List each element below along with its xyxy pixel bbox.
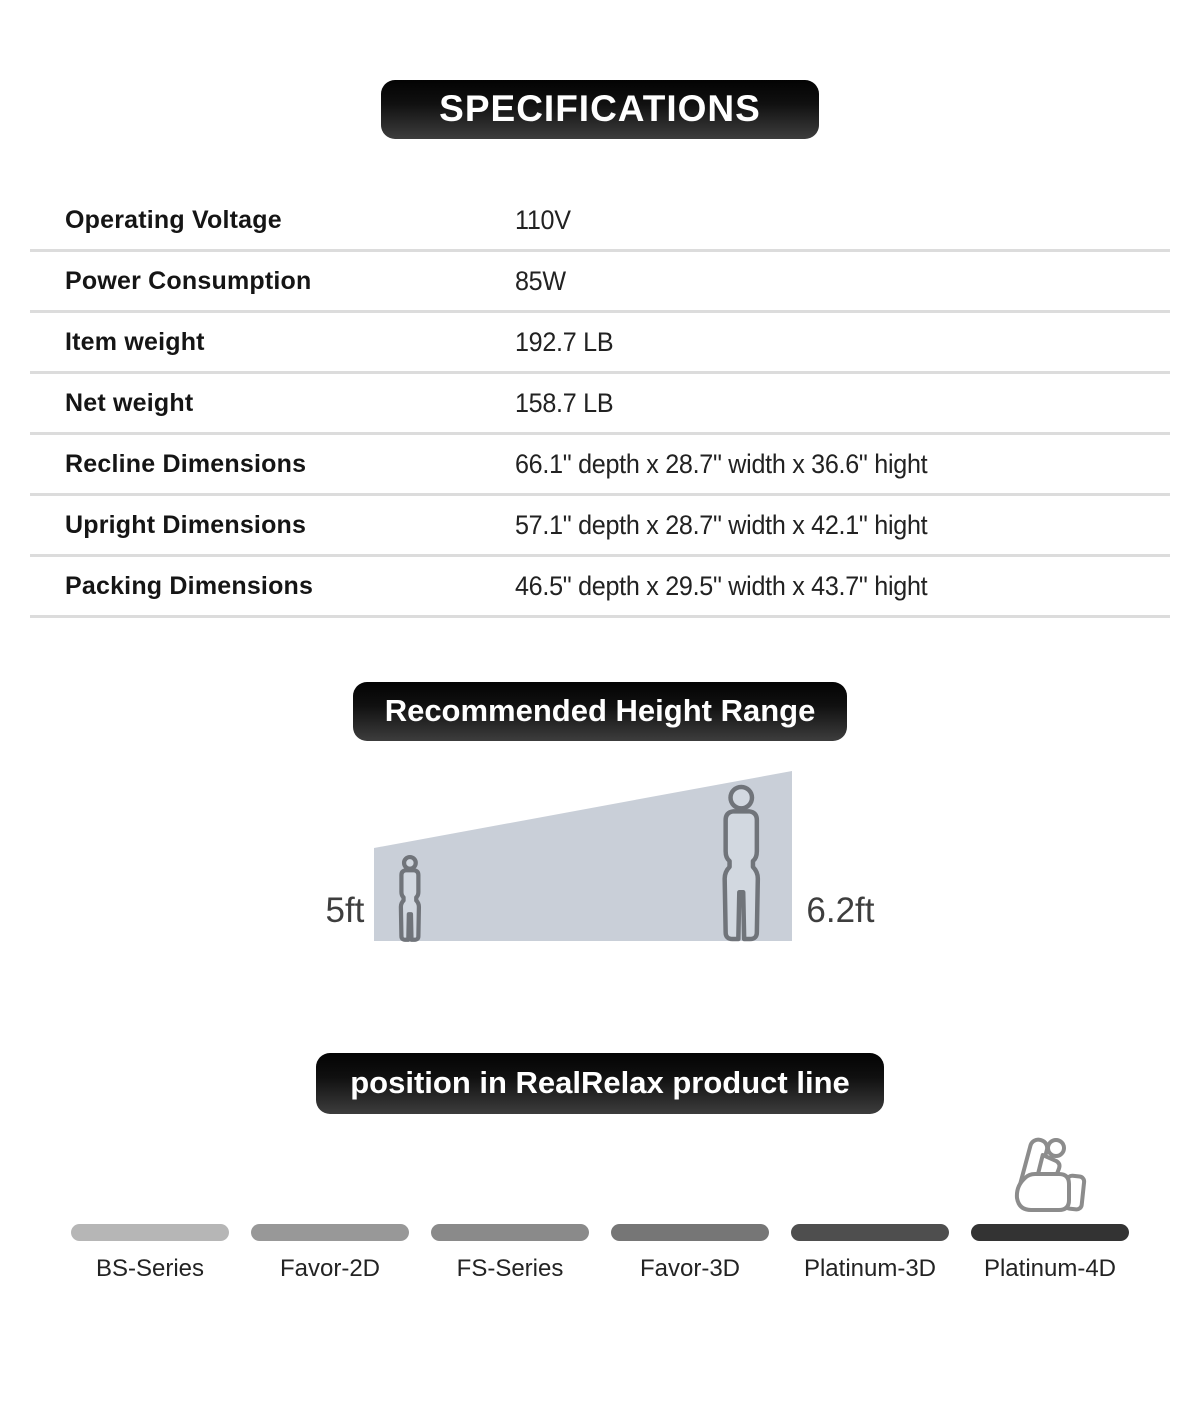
product-line-badge: [316, 1053, 884, 1114]
product-line-item-bs-series: [71, 1134, 229, 1283]
product-bar: [971, 1224, 1129, 1241]
product-line-item-favor-3d: [611, 1134, 769, 1283]
product-label: Platinum-3D: [803, 1255, 937, 1282]
height-range-badge: [353, 682, 848, 741]
spec-sheet-page: [0, 80, 1200, 1283]
specifications-header-badge: [381, 80, 819, 139]
spec-row-operating-voltage: [30, 191, 1170, 252]
icon-slot: [971, 1134, 1129, 1216]
spec-value: 46.5" depth x 29.5" width x 43.7" hight: [515, 570, 928, 601]
spec-label: Packing Dimensions: [65, 571, 314, 600]
product-bar: [251, 1224, 409, 1241]
spec-row-power-consumption: [30, 252, 1170, 313]
spec-value: 85W: [515, 265, 566, 296]
spec-label: Power Consumption: [65, 266, 312, 295]
product-line-chart: [0, 1134, 1200, 1283]
spec-row-net-weight: [30, 374, 1170, 435]
spec-row-recline-dimensions: [30, 435, 1170, 496]
spec-value: 110V: [515, 204, 571, 235]
spec-row-packing-dimensions: [30, 557, 1170, 618]
spec-label: Upright Dimensions: [65, 510, 307, 539]
spec-label: Net weight: [65, 388, 194, 417]
min-height-label: 5ft: [325, 891, 365, 930]
product-label: Platinum-4D: [983, 1255, 1117, 1282]
spec-value: 66.1" depth x 28.7" width x 36.6" hight: [515, 448, 928, 479]
product-line-item-fs-series: [431, 1134, 589, 1283]
spec-value: 158.7 LB: [515, 387, 614, 418]
spec-label: Item weight: [65, 327, 205, 356]
icon-slot: [71, 1134, 229, 1216]
spec-value: 57.1" depth x 28.7" width x 42.1" hight: [515, 509, 928, 540]
product-bar: [71, 1224, 229, 1241]
height-range-title: Recommended Height Range: [384, 693, 816, 728]
recliner-chair-icon: [1006, 1134, 1094, 1216]
icon-slot: [791, 1134, 949, 1216]
product-line-item-platinum-3d: [791, 1134, 949, 1283]
product-line-item-platinum-4d: [971, 1134, 1129, 1283]
product-label: Favor-2D: [279, 1255, 381, 1282]
product-label: Favor-3D: [639, 1255, 741, 1282]
icon-slot: [431, 1134, 589, 1216]
specifications-table: [30, 191, 1170, 618]
icon-slot: [251, 1134, 409, 1216]
spec-row-item-weight: [30, 313, 1170, 374]
height-wedge-figure: [374, 763, 794, 943]
spec-value: 192.7 LB: [515, 326, 614, 357]
spec-row-upright-dimensions: [30, 496, 1170, 557]
height-range-diagram: [0, 763, 1200, 943]
icon-slot: [611, 1134, 769, 1216]
product-line-title: position in RealRelax product line: [350, 1065, 850, 1100]
product-label: FS-Series: [456, 1255, 564, 1282]
product-label: BS-Series: [95, 1255, 205, 1282]
specifications-title: SPECIFICATIONS: [439, 88, 761, 129]
product-line-item-favor-2d: [251, 1134, 409, 1283]
product-bar: [431, 1224, 589, 1241]
short-person-icon: [401, 857, 419, 940]
max-height-label: 6.2ft: [806, 891, 875, 930]
product-bar: [611, 1224, 769, 1241]
product-bar: [791, 1224, 949, 1241]
spec-label: Operating Voltage: [65, 205, 282, 234]
spec-label: Recline Dimensions: [65, 449, 307, 478]
recliner-chair-strokes: [1017, 1138, 1085, 1210]
